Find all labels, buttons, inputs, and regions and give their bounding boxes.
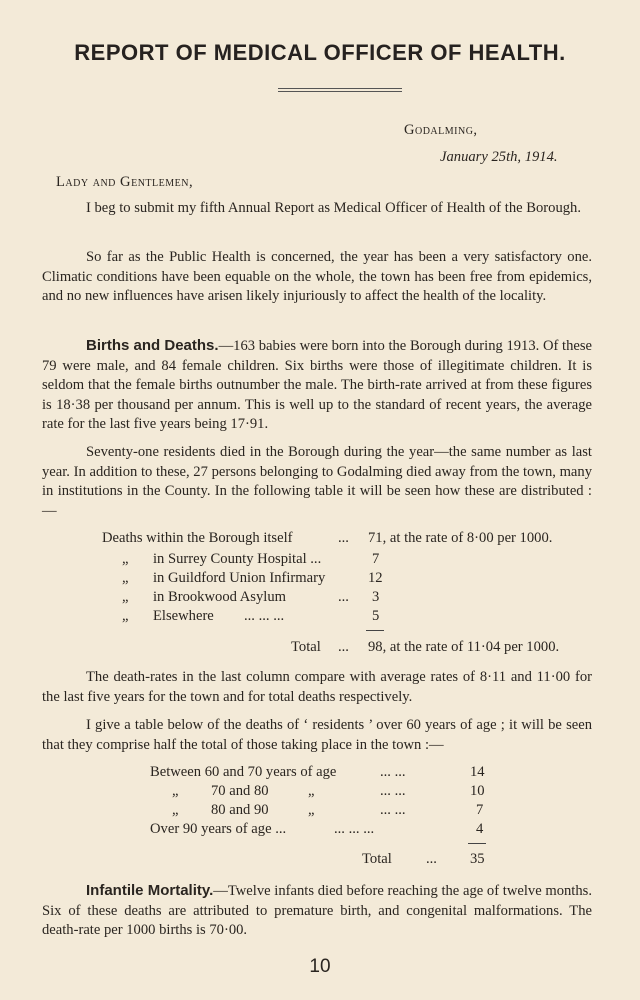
date-line: January 25th, 1914. [440,149,558,165]
sum-rule [468,843,486,844]
births-heading: Births and Deaths. [86,337,219,354]
paragraph-age: I give a table below of the deaths of ‘ residents ’ over 60 years of age ; it will be seen that they comprise half the total of those taking place in the town :— [42,717,592,753]
paragraph-public-health: So far as the Public Health is concerned, the year has been a very satisfactory one. Climatic conditions have been equable on the whole, the town has been free from epidemics, and no new influences have arisen likely injuriously to affect the health of the locality. [42,249,592,305]
place-line: Godalming, [404,122,478,138]
paragraph-births: Births and Deaths.—163 babies were born into the Borough during 1913. Of these 79 were male, and 84 female children. Six births were those of illegitimate children. It is seldom that the female births outnumber the male. The birth-rate arrived at from these figures is 18·38 per thousand per annum. This is well up to the standard of recent years, the average rate for the last five years being 17·91. [42,337,592,433]
page-title: REPORT OF MEDICAL OFFICER OF HEALTH. [74,40,566,65]
paragraph-intro: I beg to submit my fifth Annual Report as Medical Officer of Health of the Borough. [86,200,581,216]
title-rule-top [278,88,402,89]
sum-rule [366,630,384,631]
salutation: Lady and Gentlemen, [56,174,194,190]
page-number: 10 [309,956,331,977]
paragraph-deaths: Seventy-one residents died in the Borough during the year—the same number as last year. In addition to these, 27 persons belonging to Godalming died away from the town, many in institutions in the County. In the following table it will be seen how these are distributed :— [42,444,592,519]
infant-heading: Infantile Mortality. [86,882,214,899]
title-rule-bottom [278,91,402,92]
paragraph-infantile: Infantile Mortality.—Twelve infants died before reaching the age of twelve months. Six of these deaths are attributed to premature birth, and congenital malformations. The death-rate per 1000 births is 70·00. [42,882,592,939]
paragraph-rates: The death-rates in the last column compare with average rates of 8·11 and 11·00 for the last five years for the town and for total deaths respectively. [42,669,592,705]
